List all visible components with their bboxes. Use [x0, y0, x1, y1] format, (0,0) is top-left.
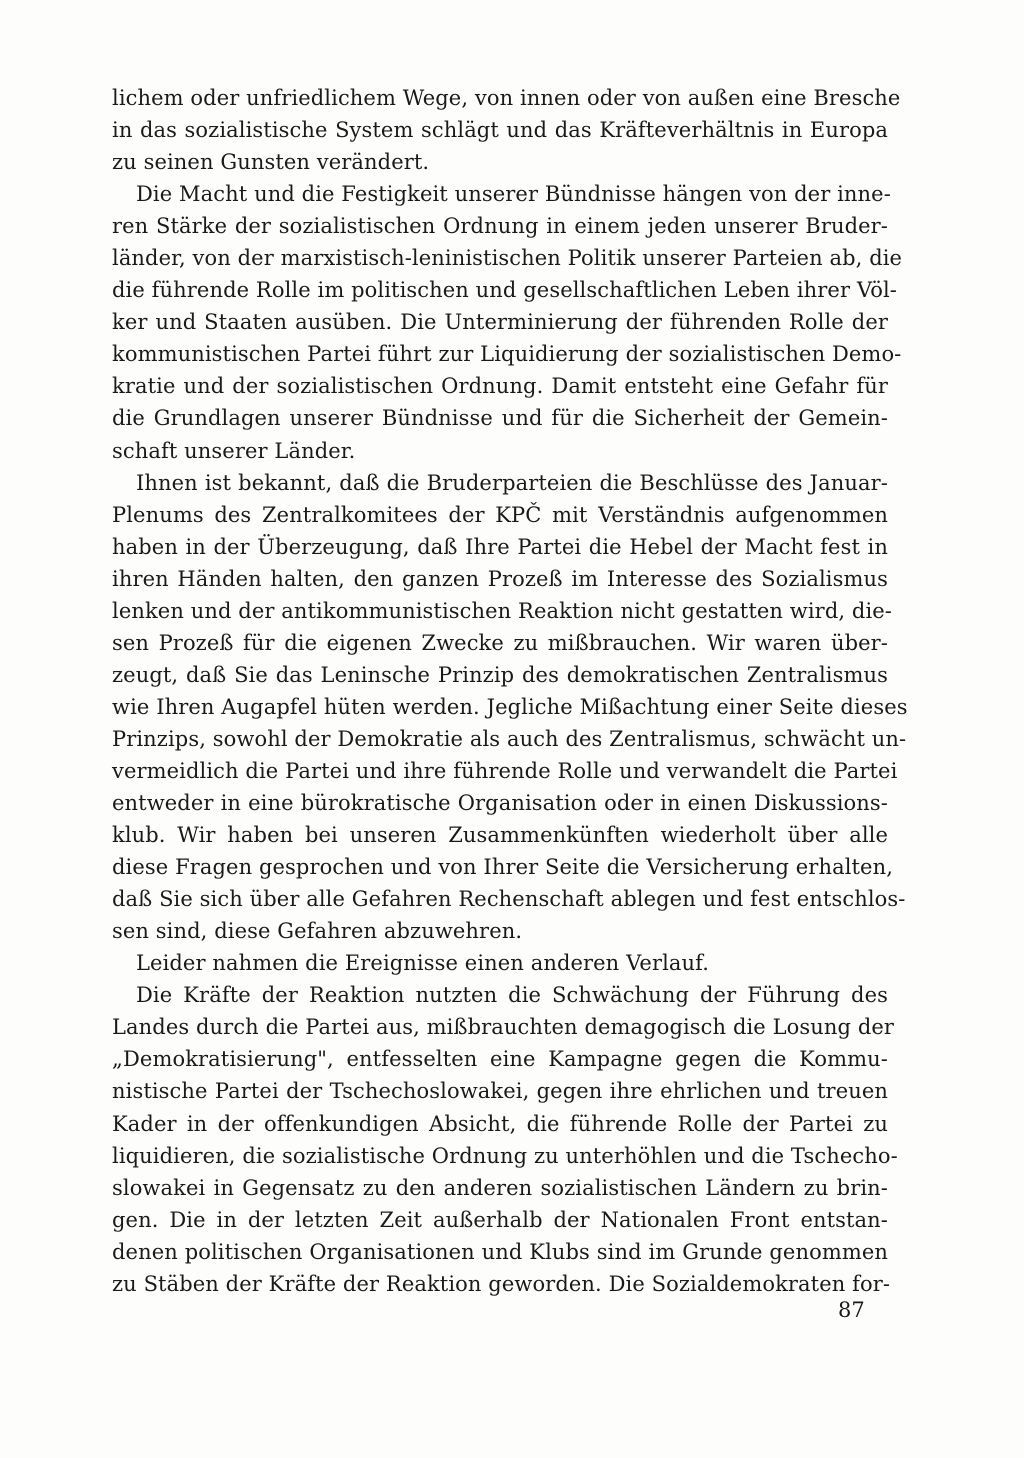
text-line: Plenums des Zentralkomitees der KPČ mit Verständnis aufgenommen	[112, 502, 888, 527]
text-line: klub. Wir haben bei unseren Zusammenkünften wiederholt über alle	[112, 823, 888, 848]
paragraph	[112, 467, 908, 948]
text-line: gen. Die in der letzten Zeit außerhalb der Nationalen Front entstan-	[112, 1207, 888, 1232]
text-line: zu Stäben der Kräfte der Reaktion geworden. Die Sozialdemokraten for-	[112, 1271, 891, 1296]
text-line: kommunistischen Partei führt zur Liquidierung der sozialistischen Demo-	[112, 342, 902, 367]
text-line: haben in der Überzeugung, daß Ihre Partei die Hebel der Macht fest in	[112, 534, 888, 559]
text-line: denen politischen Organisationen und Klubs sind im Grunde genommen	[112, 1239, 888, 1264]
text-line: Prinzips, sowohl der Demokratie als auch des Zentralismus, schwächt un-	[112, 726, 907, 751]
text-line: vermeidlich die Partei und ihre führende Rolle und verwandelt die Partei	[112, 758, 898, 783]
text-line: „Demokratisierung", entfesselten eine Kampagne gegen die Kommu-	[112, 1047, 888, 1072]
text-line: sen sind, diese Gefahren abzuwehren.	[112, 919, 523, 944]
text-line: schaft unserer Länder.	[112, 438, 356, 463]
text-line: die Grundlagen unserer Bündnisse und für die Sicherheit der Gemein-	[112, 406, 888, 431]
text-line: ihren Händen halten, den ganzen Prozeß im Interesse des Sozialismus	[112, 566, 888, 591]
page-number: 87	[838, 1298, 865, 1322]
text-line: diese Fragen gesprochen und von Ihrer Seite die Versicherung erhalten,	[112, 855, 893, 880]
text-line: kratie und der sozialistischen Ordnung. Damit entsteht eine Gefahr für	[112, 374, 888, 399]
text-line: liquidieren, die sozialistische Ordnung zu unterhöhlen und die Tschecho-	[112, 1143, 898, 1168]
text-line: Kader in der offenkundigen Absicht, die führende Rolle der Partei zu	[112, 1111, 888, 1136]
text-line: die führende Rolle im politischen und gesellschaftlichen Leben ihrer Völ-	[112, 278, 897, 303]
text-line: slowakei in Gegensatz zu den anderen sozialistischen Ländern zu brin-	[112, 1175, 888, 1200]
text-line: Leider nahmen die Ereignisse einen anderen Verlauf.	[136, 951, 710, 976]
text-line: ren Stärke der sozialistischen Ordnung in einem jeden unserer Bruder-	[112, 214, 888, 239]
paragraph	[112, 82, 901, 178]
text-line: länder, von der marxistisch-leninistischen Politik unserer Parteien ab, die	[112, 246, 903, 271]
text-line: zeugt, daß Sie das Leninsche Prinzip des demokratischen Zentralismus	[112, 662, 888, 687]
text-line: entweder in eine bürokratische Organisation oder in einen Diskussions-	[112, 791, 888, 816]
paragraph	[112, 979, 898, 1299]
text-line: in das sozialistische System schlägt und das Kräfteverhältnis in Europa	[112, 118, 888, 143]
text-line: lenken und der antikommunistischen Reaktion nicht gestatten wird, die-	[112, 598, 893, 623]
text-line: nistische Partei der Tschechoslowakei, gegen ihre ehrlichen und treuen	[112, 1079, 888, 1104]
text-line: Ihnen ist bekannt, daß die Bruderparteien die Beschlüsse des Januar-	[136, 470, 888, 495]
paragraph	[112, 947, 888, 979]
text-line: zu seinen Gunsten verändert.	[112, 150, 430, 175]
text-line: sen Prozeß für die eigenen Zwecke zu mißbrauchen. Wir waren über-	[112, 630, 888, 655]
paragraph	[112, 178, 903, 466]
text-line: wie Ihren Augapfel hüten werden. Jegliche Mißachtung einer Seite dieses	[112, 694, 908, 719]
text-line: Die Kräfte der Reaktion nutzten die Schwächung der Führung des	[136, 983, 888, 1008]
text-line: daß Sie sich über alle Gefahren Rechenschaft ablegen und fest entschlos-	[112, 887, 906, 912]
body-text	[112, 82, 908, 1300]
text-line: Landes durch die Partei aus, mißbrauchten demagogisch die Losung der	[112, 1015, 895, 1040]
text-line: Die Macht und die Festigkeit unserer Bündnisse hängen von der inne-	[136, 182, 891, 207]
text-line: ker und Staaten ausüben. Die Unterminierung der führenden Rolle der	[112, 310, 888, 335]
text-line: lichem oder unfriedlichem Wege, von innen oder von außen eine Bresche	[112, 86, 901, 110]
